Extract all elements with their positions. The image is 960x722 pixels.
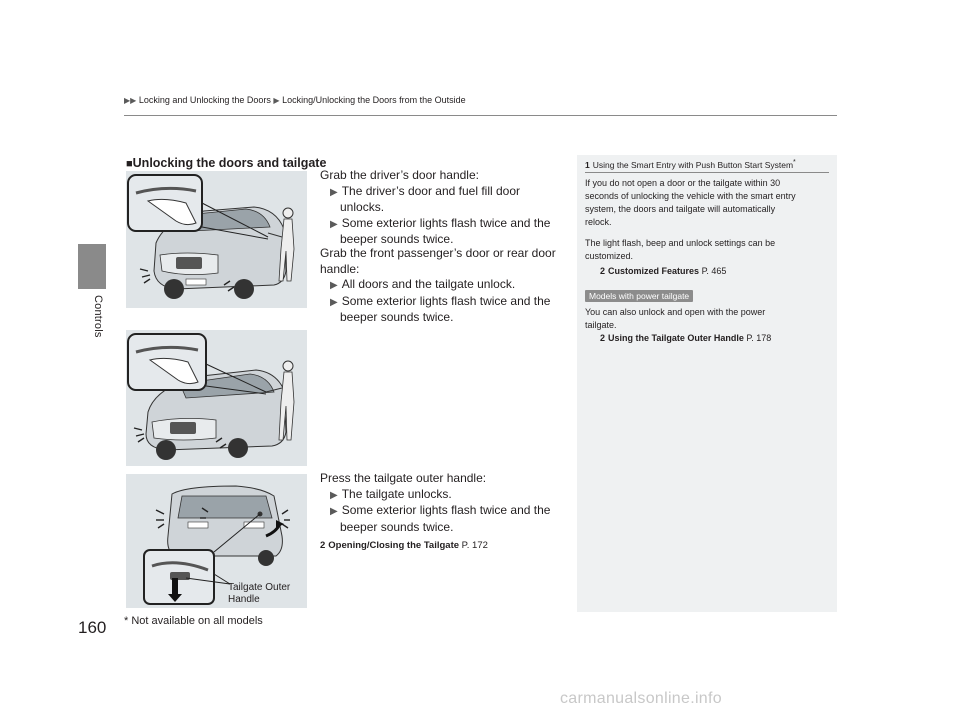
footnote: * Not available on all models [124,615,263,627]
note-paragraph: If you do not open a door or the tailgate within 30 seconds of unlocking the vehicle with the smart entry system, the doors and tailgate will automatically relock. [585,177,796,227]
result-item: ▶ Some exterior lights flash twice and the [330,503,551,517]
passenger-door-illustration [126,330,307,466]
tailgate-illustration [126,474,307,608]
arrow-right-icon: ▶ [330,489,338,501]
result-item-cont: beeper sounds twice. [340,310,454,324]
breadcrumb-item: Locking and Unlocking the Doors [138,95,271,105]
xref-icon: 2 [600,332,606,343]
step-intro-cont: handle: [320,261,360,276]
note-icon: 1 [585,159,590,170]
breadcrumb-item: Locking/Unlocking the Doors from the Outside [282,95,466,105]
breadcrumb [124,95,466,105]
result-item: ▶ The tailgate unlocks. [330,486,452,501]
section-title [126,156,326,170]
step-tailgate [320,471,565,554]
result-item: ▶ Some exterior lights flash twice and the [330,293,551,308]
step-passenger-door [320,246,565,326]
note-box [577,155,837,612]
result-item: ▶ All doors and the tailgate unlock. [330,277,516,291]
section-title-text: Unlocking the doors and tailgate [132,156,327,170]
step-intro: Grab the front passenger’s door or rear door [320,246,556,260]
section-label: Controls [92,295,104,338]
step-driver-door [320,168,565,248]
breadcrumb-arrow-icon: ▶▶ [124,96,137,105]
result-item: ▶ The driver’s door and fuel fill door [330,183,521,198]
callout-tailgate-handle: Tailgate Outer Handle [228,582,291,605]
note-paragraph: You can also unlock and open with the power tailgate. [585,306,766,330]
arrow-right-icon: ▶ [330,506,338,517]
result-item-cont: beeper sounds twice. [340,519,454,534]
arrow-right-icon: ▶ [330,218,338,230]
model-badge-row [585,286,829,304]
header-rule [124,115,837,116]
note-title: 1 Using the Smart Entry with Push Button Start System* [585,158,796,170]
result-item-cont: unlocks. [340,200,385,214]
note-paragraph: The light flash, beep and unlock settings can be customized. [585,237,776,261]
step-intro: Press the tailgate outer handle: [320,471,487,485]
section-marker-icon: ■ [126,158,133,170]
watermark: carmanualsonline.info [560,690,722,707]
result-item-cont: beeper sounds twice. [340,232,454,246]
breadcrumb-arrow-icon: ▶ [273,96,280,105]
driver-door-illustration [126,171,307,308]
xref-icon: 2 [320,540,326,551]
arrow-right-icon: ▶ [330,186,338,198]
section-tab [78,244,106,289]
note-title-rule [585,172,829,173]
xref-icon: 2 [600,265,606,276]
step-intro: Grab the driver’s door handle: [320,168,479,182]
page-number: 160 [78,618,107,637]
arrow-right-icon: ▶ [330,296,338,308]
arrow-right-icon: ▶ [330,280,338,291]
xref-tailgate-handle[interactable]: 2 Using the Tailgate Outer Handle P. 178 [600,332,772,343]
result-item: ▶ Some exterior lights flash twice and the [330,215,551,230]
xref-opening-tailgate[interactable]: 2 Opening/Closing the Tailgate P. 172 [320,540,488,551]
model-badge: Models with power tailgate [585,290,693,302]
xref-customized-features[interactable]: 2 Customized Features P. 465 [600,265,727,276]
